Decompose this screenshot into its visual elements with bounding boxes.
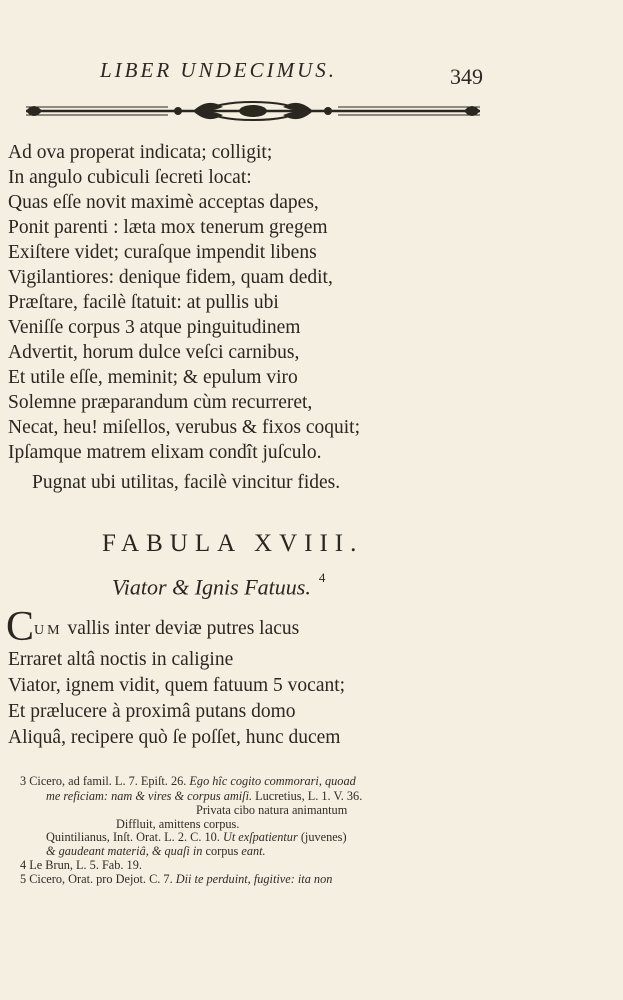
footnote-quote: Dii te perduint, fugitive: ita non (175, 872, 333, 886)
footnote-3-quintilian-cont (46, 844, 266, 859)
footnote-citation: Quintilianus, Inſt. Orat. L. 2. C. 10. (46, 830, 220, 844)
verse-line: Erraret altâ noctis in caligine (8, 649, 234, 670)
footnote-citation: 3 Cicero, ad famil. L. 7. Epiſt. 26. (20, 774, 187, 788)
first-word-smallcaps: UM (34, 623, 63, 638)
footnote-citation: 5 Cicero, Orat. pro Dejot. C. 7. (20, 872, 173, 886)
verse-line: Solemne præparandum cùm recurreret, (8, 392, 313, 413)
footnote-4: 4 Le Brun, L. 5. Fab. 19. (20, 858, 142, 872)
verse-line: Ipſamque matrem elixam condît juſculo. (8, 442, 322, 463)
footnote-quote: me reficiam: nam & vires & corpus amiſi. (46, 789, 253, 803)
footnote-quote: Ego hîc cogito commorari, quoad (189, 774, 356, 788)
footnote-5 (20, 872, 332, 887)
footnote-marker: 4 (318, 570, 326, 585)
footnote-3-cont (46, 789, 362, 804)
verse-line: Quas eſſe novit maximè acceptas dapes, (8, 192, 319, 213)
verse-line: Vigilantiores: denique fidem, quam dedit, (8, 267, 333, 288)
footnote-3 (20, 774, 356, 789)
verse-line: Et prælucere à proximâ putans domo (8, 701, 296, 722)
fable-title-text: Viator & Ignis Fatuus. (112, 574, 311, 600)
verse-line-first (34, 618, 299, 640)
footnote-text: corpus (205, 844, 239, 858)
verse-line: Aliquâ, recipere quò ſe poſſet, hunc ducem (8, 727, 341, 748)
verse-line: Et utile eſſe, meminit; & epulum viro (8, 367, 298, 388)
fable-title (112, 570, 326, 600)
decorative-rule-ornament (18, 94, 488, 128)
running-head: LIBER UNDECIMUS. (100, 58, 337, 82)
first-line-text: vallis inter deviæ putres lacus (67, 618, 300, 639)
footnote-quote: Ut exſpatientur (222, 830, 298, 844)
drop-cap: C (6, 604, 35, 650)
verse-moral-line: Pugnat ubi utilitas, facilè vincitur fides. (32, 472, 341, 493)
verse-line: Advertit, horum dulce veſci carnibus, (8, 342, 300, 363)
footnote-3-verse: Privata cibo natura animantum (196, 803, 348, 817)
page-number: 349 (450, 64, 483, 89)
verse-line: Veniſſe corpus 3 atque pinguitudinem (8, 317, 301, 338)
verse-line: Viator, ignem vidit, quem fatuum 5 vocant; (8, 675, 346, 696)
footnote-3-quintilian (46, 830, 347, 845)
footnote-quote: eant. (241, 844, 266, 858)
verse-line: Exiſtere videt; curaſque impendit libens (8, 242, 317, 263)
verse-line: Ad ova properat indicata; colligit; (8, 142, 273, 163)
footnote-3-verse: Diffluit, amittens corpus. (116, 817, 240, 831)
verse-line: Necat, heu! miſellos, verubus & fixos coquit; (8, 417, 361, 438)
verse-line: Ponit parenti : læta mox tenerum gregem (8, 217, 328, 238)
footnote-quote: & gaudeant materiâ, & quaſi in (46, 844, 203, 858)
footnote-citation: Lucretius, L. 1. V. 36. (255, 789, 363, 803)
verse-line: Præſtare, facilè ſtatuit: at pullis ubi (8, 292, 279, 313)
fable-heading: FABULA XVIII. (102, 530, 364, 557)
footnote-text: (juvenes) (300, 830, 347, 844)
verse-line: In angulo cubiculi ſecreti locat: (8, 167, 252, 188)
